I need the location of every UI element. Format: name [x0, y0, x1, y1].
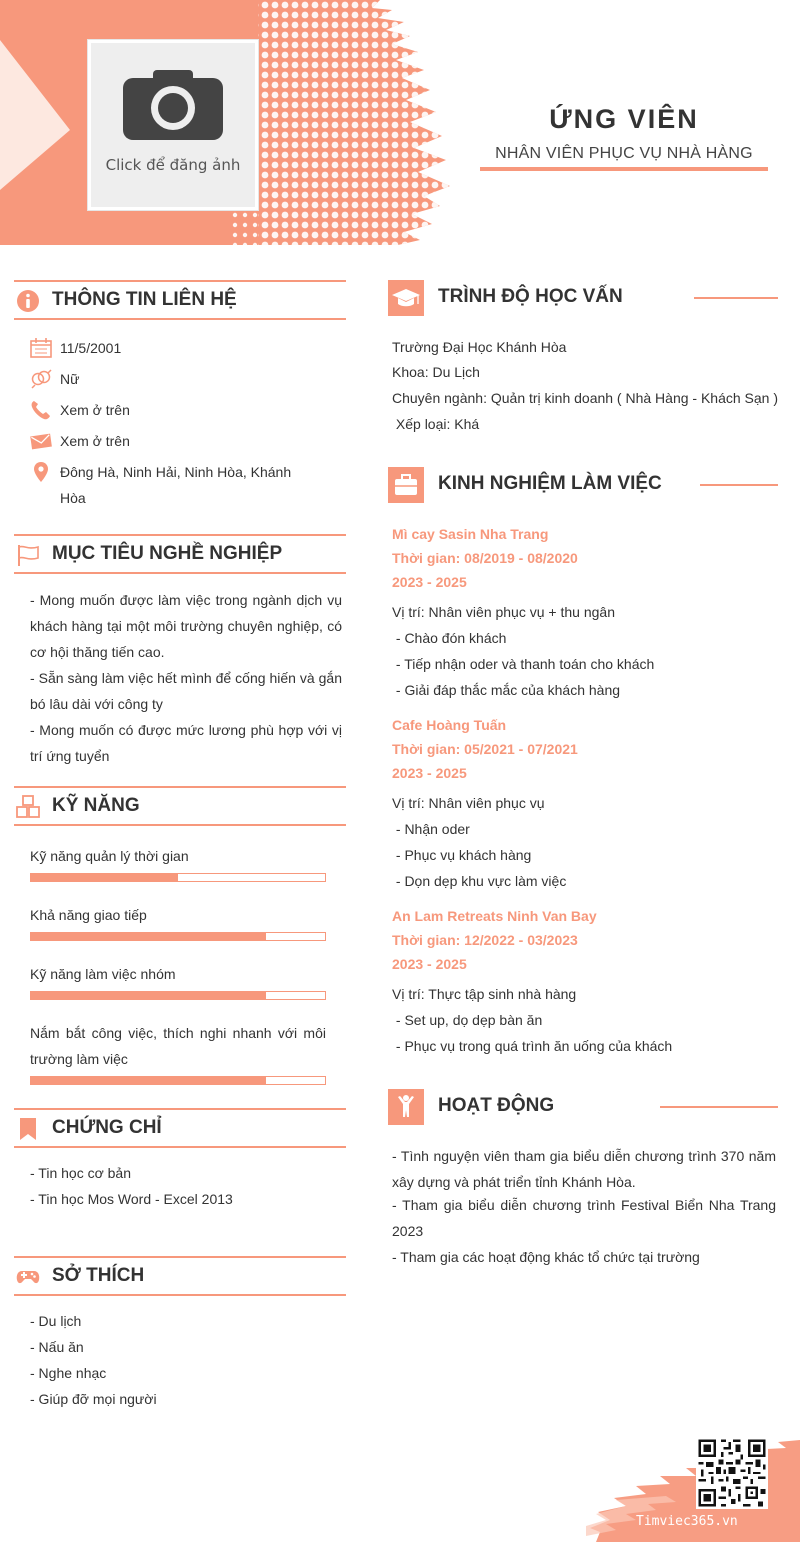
job-task: - Dọn dẹp khu vực làm việc	[392, 873, 567, 889]
section-hobbies	[14, 1256, 346, 1296]
hobby-item: - Du lịch	[30, 1313, 82, 1329]
gamepad-icon	[16, 1265, 40, 1289]
avatar-upload[interactable]	[88, 40, 258, 210]
graduation-cap-icon	[388, 280, 424, 316]
hobby-item: - Nấu ăn	[30, 1339, 84, 1355]
section-title: CHỨNG CHỈ	[52, 1117, 162, 1138]
skill-bar-fill	[31, 933, 266, 940]
skill-label: Nắm bắt công việc, thích nghi nhanh với môi trường làm việc	[30, 1025, 326, 1067]
section-experience	[388, 467, 780, 503]
address-value: Đông Hà, Ninh Hải, Ninh Hòa, Khánh Hòa	[60, 464, 292, 506]
email-value: Xem ở trên	[60, 433, 130, 449]
skill-bar	[30, 932, 326, 941]
activity-item: - Tham gia các hoạt động khác tổ chức tại trường	[392, 1249, 700, 1265]
job-company: An Lam Retreats Ninh Van Bay	[392, 908, 597, 924]
skill-bar-fill	[31, 992, 266, 999]
job-time: Thời gian: 05/2021 - 07/2021	[392, 741, 578, 757]
camera-icon	[123, 70, 223, 140]
job-role: Vị trí: Nhân viên phục vụ	[392, 795, 545, 811]
section-title: KỸ NĂNG	[52, 795, 140, 816]
job-range: 2023 - 2025	[392, 574, 467, 590]
job-range: 2023 - 2025	[392, 765, 467, 781]
education-grade: Xếp loại: Khá	[392, 416, 480, 432]
brand-watermark: Timviec365.vn	[636, 1514, 738, 1529]
job-company: Cafe Hoàng Tuấn	[392, 717, 507, 733]
person-cheer-icon	[388, 1089, 424, 1125]
envelope-icon	[30, 431, 52, 451]
education-faculty: Khoa: Du Lịch	[392, 364, 480, 380]
objective-line-1: - Mong muốn được làm việc trong ngành dịch vụ khách hàng tại một môi trường chuyên nghiệp, có cơ hội thăng tiến cao.	[30, 592, 342, 660]
bookmark-icon	[16, 1117, 40, 1141]
position-underline	[480, 167, 768, 171]
section-education	[388, 280, 780, 316]
birthday-value: 11/5/2001	[60, 340, 122, 356]
phone-value: Xem ở trên	[60, 402, 130, 418]
job-time: Thời gian: 08/2019 - 08/2020	[392, 550, 578, 566]
job-range: 2023 - 2025	[392, 956, 467, 972]
info-icon	[16, 289, 40, 313]
phone-icon	[30, 400, 52, 420]
skill-bar	[30, 1076, 326, 1085]
section-rule	[700, 484, 778, 486]
job-task: - Nhận oder	[392, 821, 470, 837]
activity-item: - Tình nguyện viên tham gia biểu diễn chương trình 370 năm xây dựng và phát triển tỉnh Khánh Hòa.	[392, 1148, 776, 1190]
section-contact	[14, 280, 346, 320]
skill-bar-fill	[31, 1077, 266, 1084]
section-title: TRÌNH ĐỘ HỌC VẤN	[438, 286, 623, 307]
skill-label: Kỹ năng quản lý thời gian	[30, 848, 189, 864]
section-title: SỞ THÍCH	[52, 1265, 145, 1286]
job-task: - Phục vụ trong quá trình ăn uống của khách	[392, 1038, 673, 1054]
job-task: - Set up, dọ dẹp bàn ăn	[392, 1012, 543, 1028]
location-pin-icon	[30, 462, 52, 482]
skill-bar	[30, 991, 326, 1000]
skill-bar	[30, 873, 326, 882]
flag-icon	[16, 543, 40, 567]
section-rule	[660, 1106, 778, 1108]
qr-code	[696, 1437, 768, 1509]
job-role: Vị trí: Thực tập sinh nhà hàng	[392, 986, 577, 1002]
certificate-item: - Tin học cơ bản	[30, 1165, 132, 1181]
gender-value: Nữ	[60, 371, 80, 387]
gender-icon	[30, 369, 52, 389]
section-title: KINH NGHIỆM LÀM VIỆC	[438, 473, 662, 494]
job-company: Mì cay Sasin Nha Trang	[392, 526, 549, 542]
job-task: - Giải đáp thắc mắc của khách hàng	[392, 682, 621, 698]
section-title: THÔNG TIN LIÊN HỆ	[52, 289, 237, 310]
cubes-icon	[16, 795, 40, 819]
education-school: Trường Đại Học Khánh Hòa	[392, 339, 567, 355]
section-activities	[388, 1089, 780, 1125]
objective-line-2: - Sẵn sàng làm việc hết mình để cống hiến và gắn bó lâu dài với công ty	[30, 670, 342, 712]
job-task: - Phục vụ khách hàng	[392, 847, 532, 863]
candidate-position: NHÂN VIÊN PHỤC VỤ NHÀ HÀNG	[495, 145, 753, 162]
activity-item: - Tham gia biểu diễn chương trình Festival Biển Nha Trang 2023	[392, 1197, 776, 1239]
section-icon-box	[388, 1089, 424, 1125]
section-certificates	[14, 1108, 346, 1148]
section-title: MỤC TIÊU NGHỀ NGHIỆP	[52, 543, 283, 564]
education-major: Chuyên ngành: Quản trị kinh doanh ( Nhà Hàng - Khách Sạn )	[392, 390, 779, 406]
section-objective	[14, 534, 346, 574]
job-role: Vị trí: Nhân viên phục vụ + thu ngân	[392, 604, 615, 620]
skill-bar-fill	[31, 874, 178, 881]
section-icon-box	[388, 467, 424, 503]
skill-label: Kỹ năng làm việc nhóm	[30, 966, 176, 982]
hobby-item: - Giúp đỡ mọi người	[30, 1391, 157, 1407]
calendar-icon	[30, 338, 52, 358]
certificate-item: - Tin học Mos Word - Excel 2013	[30, 1191, 233, 1207]
objective-line-3: - Mong muốn có được mức lương phù hợp với vị trí ứng tuyển	[30, 722, 342, 764]
job-task: - Chào đón khách	[392, 630, 507, 646]
section-skills	[14, 786, 346, 826]
section-rule	[694, 297, 778, 299]
briefcase-icon	[388, 467, 424, 503]
hobby-item: - Nghe nhạc	[30, 1365, 107, 1381]
skill-label: Khả năng giao tiếp	[30, 907, 147, 923]
job-time: Thời gian: 12/2022 - 03/2023	[392, 932, 578, 948]
job-task: - Tiếp nhận oder và thanh toán cho khách	[392, 656, 655, 672]
section-icon-box	[388, 280, 424, 316]
section-title: HOẠT ĐỘNG	[438, 1095, 555, 1116]
candidate-name: ỨNG VIÊN	[549, 104, 699, 134]
photo-caption: Click để đăng ảnh	[105, 156, 241, 174]
